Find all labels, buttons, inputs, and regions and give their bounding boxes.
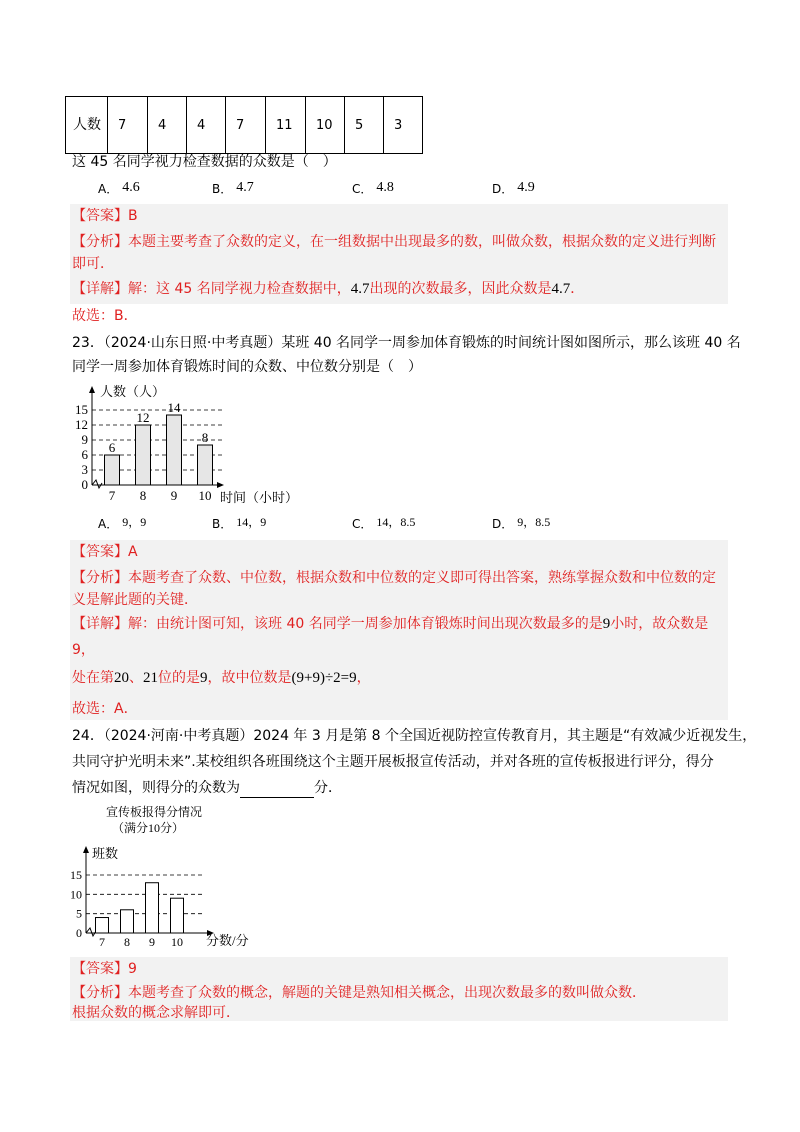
vision-data-table bbox=[65, 96, 423, 154]
x-tick-label: 9 bbox=[170, 488, 178, 503]
detail-math: 4.7 bbox=[551, 281, 571, 297]
option-value: 4.6 bbox=[122, 180, 140, 195]
detail-math: 4.7 bbox=[350, 281, 370, 297]
option-value: 9，8.5 bbox=[517, 515, 551, 529]
bar bbox=[96, 918, 109, 933]
bar bbox=[167, 415, 182, 485]
table-cell: 11 bbox=[266, 97, 306, 154]
y-tick-label: 12 bbox=[75, 417, 88, 432]
table-cell: 10 bbox=[306, 97, 345, 154]
q24-analysis-line2: 根据众数的概念求解即可． bbox=[72, 1005, 240, 1021]
x-axis-title: 分数/分 bbox=[206, 933, 249, 948]
y-tick-label: 0 bbox=[76, 926, 82, 940]
x-tick-label: 10 bbox=[171, 935, 183, 949]
detail-text: 位的是 bbox=[158, 670, 200, 686]
q24-answer: 【答案】9 bbox=[72, 961, 137, 977]
y-tick-label: 5 bbox=[76, 906, 82, 921]
q22-option-a[interactable] bbox=[98, 180, 140, 198]
q24-stem-line2: 共同守护光明未来”.某校组织各班围绕这个主题开展板报宣传活动，并对各班的宣传板报进行评分，得分 bbox=[72, 754, 714, 770]
bar bbox=[121, 910, 134, 933]
q22-option-d[interactable] bbox=[492, 180, 535, 198]
table-row bbox=[66, 97, 423, 154]
option-value: 4.9 bbox=[517, 180, 535, 195]
detail-math: 20 bbox=[114, 670, 129, 686]
data-label: 8 bbox=[201, 430, 209, 445]
detail-math: (9+9)÷2=9 bbox=[291, 670, 357, 686]
data-label: 6 bbox=[108, 440, 116, 455]
q23-option-d[interactable] bbox=[492, 515, 550, 532]
data-label: 14 bbox=[167, 400, 181, 415]
option-value: 4.7 bbox=[236, 180, 254, 195]
detail-text: 【详解】解：由统计图可知，该班 40 名同学一周参加体育锻炼时间出现次数最多的是 bbox=[72, 616, 603, 632]
y-tick-label: 15 bbox=[70, 868, 82, 882]
q23-stem-line2: 同学一周参加体育锻炼时间的众数、中位数分别是（ ） bbox=[72, 359, 422, 375]
q23-detail-line2: 9， bbox=[72, 642, 95, 658]
detail-text: ，故中位数是 bbox=[207, 670, 292, 686]
q24-stem-line3 bbox=[72, 778, 342, 798]
q22-option-c[interactable] bbox=[352, 180, 394, 198]
table-cell: 7 bbox=[108, 97, 148, 154]
option-letter: C． bbox=[352, 517, 373, 531]
option-letter: B． bbox=[212, 182, 233, 196]
q22-choose: 故选：B． bbox=[72, 308, 138, 324]
q24-chart-subtitle: （满分10分） bbox=[112, 821, 185, 835]
option-letter: D． bbox=[492, 182, 514, 196]
q23-choose: 故选：A． bbox=[72, 701, 138, 717]
x-tick-label: 7 bbox=[99, 935, 105, 949]
data-label: 12 bbox=[136, 410, 150, 425]
y-tick-label: 6 bbox=[81, 447, 88, 462]
q22-analysis-line1: 【分析】本题主要考查了众数的定义，在一组数据中出现最多的数，叫做众数，根据众数的定义进行判断 bbox=[72, 234, 716, 250]
q22-detail bbox=[72, 279, 584, 299]
q23-option-b[interactable] bbox=[212, 515, 266, 532]
table-header-cell: 人数 bbox=[66, 97, 108, 154]
table-cell: 5 bbox=[345, 97, 384, 154]
q24-bar-chart bbox=[60, 840, 270, 950]
y-tick-label: 15 bbox=[75, 402, 88, 417]
detail-text: ， bbox=[356, 670, 371, 686]
option-value: 14，8.5 bbox=[376, 515, 416, 529]
q22-option-b[interactable] bbox=[212, 180, 254, 198]
q24-stem-line1: 24．（2024·河南·中考真题）2024 年 3 月是第 8 个全国近视防控宣传教育月，其主题是“有效减少近视发生， bbox=[72, 728, 757, 744]
detail-math: 21 bbox=[143, 670, 158, 686]
detail-text: 出现的次数最多，因此众数是 bbox=[369, 281, 552, 297]
x-tick-label: 8 bbox=[139, 488, 147, 503]
detail-math: 9 bbox=[200, 670, 208, 686]
y-axis-arrow bbox=[89, 386, 95, 393]
x-tick-label: 9 bbox=[149, 935, 155, 949]
bar bbox=[171, 898, 184, 933]
axis-break bbox=[92, 480, 102, 488]
x-tick-label: 7 bbox=[108, 488, 116, 503]
table-cell: 4 bbox=[187, 97, 226, 154]
x-axis-title: 时间（小时） bbox=[220, 490, 299, 505]
detail-text: 小时，故众数是 bbox=[610, 616, 709, 632]
option-letter: D． bbox=[492, 517, 514, 531]
detail-math: 9 bbox=[602, 616, 611, 632]
table-cell: 3 bbox=[384, 97, 423, 154]
bar bbox=[198, 445, 213, 485]
q23-answer: 【答案】A bbox=[72, 544, 138, 560]
q23-analysis-line2: 义是解此题的关键． bbox=[72, 592, 198, 608]
answer-blank[interactable] bbox=[240, 783, 314, 798]
q23-option-c[interactable] bbox=[352, 515, 415, 532]
y-tick-label: 3 bbox=[81, 462, 88, 477]
y-tick-label: 9 bbox=[81, 432, 88, 447]
x-tick-label: 10 bbox=[198, 488, 212, 503]
stem-text: 分． bbox=[314, 780, 342, 796]
stem-text: 情况如图，则得分的众数为 bbox=[72, 780, 240, 796]
detail-text: ． bbox=[570, 281, 585, 297]
x-axis-arrow bbox=[217, 482, 224, 488]
option-value: 4.8 bbox=[376, 180, 394, 195]
y-axis-title: 班数 bbox=[92, 846, 119, 861]
x-tick-label: 8 bbox=[124, 935, 130, 949]
q23-bar-chart bbox=[60, 380, 310, 505]
bar bbox=[105, 455, 120, 485]
option-value: 14，9 bbox=[236, 515, 267, 529]
option-letter: A． bbox=[98, 517, 119, 531]
option-value: 9，9 bbox=[122, 515, 147, 529]
table-cell: 7 bbox=[226, 97, 266, 154]
detail-text: 【详解】解：这 45 名同学视力检查数据中， bbox=[72, 281, 351, 297]
detail-text: 处在第 bbox=[72, 670, 114, 686]
q24-chart-title: 宣传板报得分情况 bbox=[106, 805, 203, 819]
q23-stem-line1: 23．（2024·山东日照·中考真题）某班 40 名同学一周参加体育锻炼的时间统计图如图所示，那么该班 40 名 bbox=[72, 335, 741, 351]
q23-analysis-line1: 【分析】本题考查了众数、中位数，根据众数和中位数的定义即可得出答案，熟练掌握众数和中位数的定 bbox=[72, 570, 716, 586]
option-letter: B． bbox=[212, 517, 233, 531]
y-tick-label: 0 bbox=[81, 477, 88, 492]
y-axis-title: 人数（人） bbox=[100, 384, 166, 399]
q23-detail bbox=[72, 614, 708, 634]
y-tick-label: 10 bbox=[70, 887, 82, 902]
q24-analysis-line1: 【分析】本题考查了众数的概念，解题的关键是熟知相关概念，出现次数最多的数叫做众数． bbox=[72, 985, 646, 1001]
detail-text: 、 bbox=[129, 670, 143, 686]
bar bbox=[146, 883, 159, 933]
option-letter: C． bbox=[352, 182, 373, 196]
option-letter: A． bbox=[98, 182, 119, 196]
q22-answer: 【答案】B bbox=[72, 208, 138, 224]
axis-break bbox=[86, 928, 96, 936]
q22-analysis-line2: 即可． bbox=[72, 256, 114, 272]
bar bbox=[136, 425, 151, 485]
q23-median bbox=[72, 668, 371, 688]
table-cell: 4 bbox=[148, 97, 187, 154]
q22-stem: 这 45 名同学视力检查数据的众数是（ ） bbox=[72, 154, 337, 170]
y-axis-arrow bbox=[83, 846, 89, 853]
q23-option-a[interactable] bbox=[98, 515, 146, 532]
